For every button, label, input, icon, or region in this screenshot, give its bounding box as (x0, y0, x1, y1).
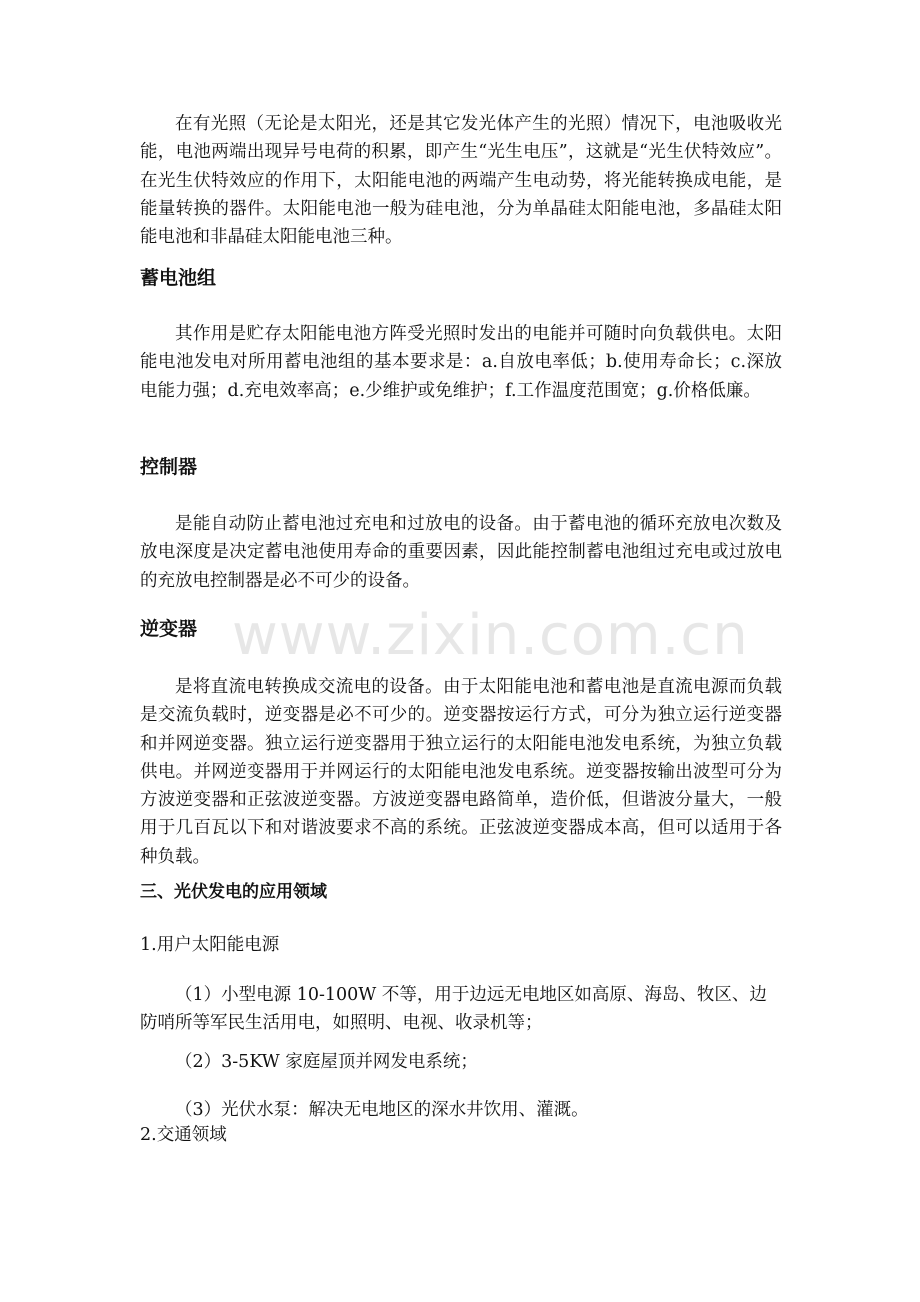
section-heading-controller: 控制器 (140, 456, 198, 478)
controller-paragraph: 是能自动防止蓄电池过充电和过放电的设备。由于蓄电池的循环充放电次数及放电深度是决定蓄电池使用寿命的重要因素，因此能控制蓄电池组过充电或过放电的充放电控制器是必不可少的设备。 (140, 514, 782, 591)
subheading-user-power: 1.用户太阳能电源 (140, 935, 280, 955)
battery-paragraph: 其作用是贮存太阳能电池方阵受光照时发出的电能并可随时向负载供电。太阳能电池发电对所用蓄电池组的基本要求是：a.自放电率低；b.使用寿命长；c.深放电能力强；d.充电效率高；e.少维护或免维护；f.工作温度范围宽；g.价格低廉。 (140, 324, 782, 401)
watermark: www.zixin.com.cn (232, 603, 749, 668)
section-heading-applications: 三、光伏发电的应用领域 (140, 882, 327, 902)
list-item: （3）光伏水泵：解决无电地区的深水井饮用、灌溉。 (175, 1100, 589, 1120)
intro-paragraph: 在有光照（无论是太阳光，还是其它发光体产生的光照）情况下，电池吸收光能，电池两端出现异号电荷的积累，即产生“光生电压”，这就是“光生伏特效应”。在光生伏特效应的作用下，太阳能电池的两端产生电动势，将光能转换成电能，是能量转换的器件。太阳能电池一般为硅电池，分为单晶硅太阳能电池，多晶硅太阳能电池和非晶硅太阳能电池三种。 (140, 114, 782, 248)
section-heading-battery: 蓄电池组 (140, 267, 217, 289)
inverter-paragraph: 是将直流电转换成交流电的设备。由于太阳能电池和蓄电池是直流电源而负载是交流负载时，逆变器是必不可少的。逆变器按运行方式，可分为独立运行逆变器和并网逆变器。独立运行逆变器用于独立运行的太阳能电池发电系统，为独立负载供电。并网逆变器用于并网运行的太阳能电池发电系统。逆变器按输出波型可分为方波逆变器和正弦波逆变器。方波逆变器电路简单，造价低，但谐波分量大，一般用于几百瓦以下和对谐波要求不高的系统。正弦波逆变器成本高，但可以适用于各种负载。 (140, 677, 782, 867)
section-heading-inverter: 逆变器 (140, 618, 198, 640)
list-item: （2）3-5KW 家庭屋顶并网发电系统； (175, 1052, 478, 1072)
subheading-traffic: 2.交通领域 (140, 1125, 227, 1145)
list-item: （1）小型电源 10-100W 不等，用于边远无电地区如高原、海岛、牧区、边防哨所等军民生活用电，如照明、电视、收录机等； (140, 985, 767, 1034)
